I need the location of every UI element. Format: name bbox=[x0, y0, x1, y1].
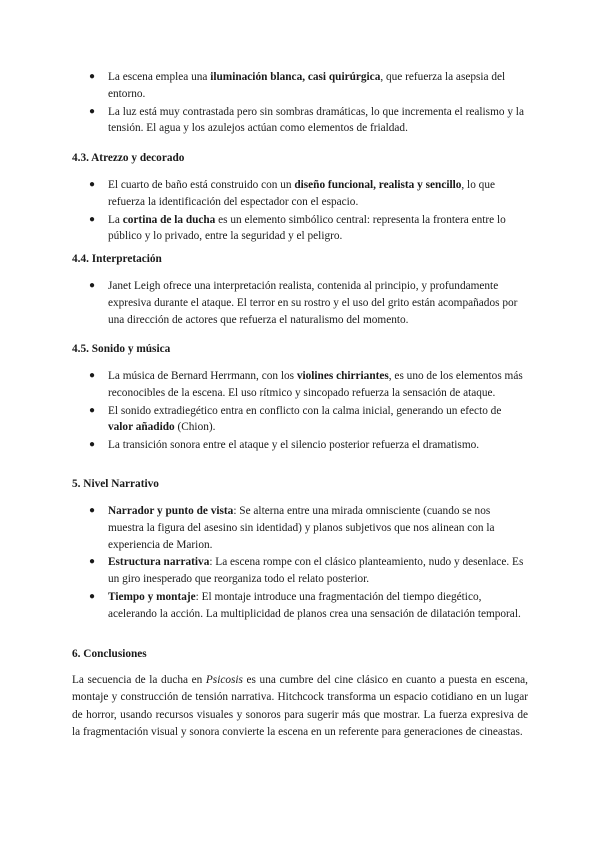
acting-list bbox=[88, 278, 528, 329]
bullet-icon: ● bbox=[89, 505, 96, 516]
section-heading-interpretacion: 4.4. Interpretación bbox=[72, 253, 162, 265]
bullet-icon: ● bbox=[89, 280, 96, 291]
list-item: ● La transición sonora entre el ataque y el silencio posterior refuerza el dramatismo. bbox=[88, 437, 528, 454]
narrative-list bbox=[88, 503, 528, 624]
list-item: ● La escena emplea una iluminación blanca, casi quirúrgica, que refuerza la asepsia del entorno. bbox=[89, 71, 506, 100]
list-item: ● La música de Bernard Herrmann, con los violines chirriantes, es uno de los elementos más reconocibles de la escena. El uso rítmico y sincopado refuerza la sensación de ataque. bbox=[89, 370, 523, 399]
section-heading-sonido: 4.5. Sonido y música bbox=[72, 343, 171, 355]
section-heading-conclusiones: 6. Conclusiones bbox=[72, 648, 147, 660]
list-item: ● La cortina de la ducha es un elemento simbólico central: representa la frontera entre lo público y lo privado, entre la seguridad y el peligro. bbox=[89, 213, 506, 243]
bullet-icon: ● bbox=[89, 71, 96, 82]
list-item: ● El sonido extradiegético entra en conflicto con la calma inicial, generando un efecto de valor añadido (Chion). bbox=[89, 404, 502, 434]
list-item: ● Janet Leigh ofrece una interpretación realista, contenida al principio, y profundamente expresiva durante el ataque. El terror en su rostro y el uso del grito están acompañados por una dirección de actores que refuerza el naturalismo del momento. bbox=[89, 280, 518, 326]
conclusion-paragraph: La secuencia de la ducha en Psicosis es una cumbre del cine clásico en cuanto a puesta en escena, montaje y construcción de tensión narrativa. Hitchcock transforma un espacio cotidiano en un lugar de horror, usando recursos visuales y sonoros para sugerir más que mostrar. La fuerza expresiva de la fragmentación visual y sonora convierte la escena en un referente para generaciones de cineastas. bbox=[72, 674, 528, 739]
bullet-icon: ● bbox=[89, 105, 96, 117]
bullet-icon: ● bbox=[89, 590, 96, 602]
bullet-icon: ● bbox=[89, 370, 96, 381]
section-heading-atrezzo: 4.3. Atrezzo y decorado bbox=[72, 152, 185, 164]
bullet-icon: ● bbox=[89, 556, 96, 568]
list-item: ● Estructura narrativa: La escena rompe con el clásico planteamiento, nudo y desenlace. Es un giro inesperado que reorganiza todo el relato posterior. bbox=[89, 556, 524, 586]
list-item: ● La luz está muy contrastada pero sin sombras dramáticas, lo que incrementa el realismo y la tensión. El agua y los azulejos actúan como elementos de frialdad. bbox=[89, 105, 524, 135]
bullet-icon: ● bbox=[89, 404, 96, 416]
list-item: ● El cuarto de baño está construido con un diseño funcional, realista y sencillo, lo que refuerza la identificación del espectador con el espacio. bbox=[89, 179, 495, 208]
bullet-icon: ● bbox=[89, 179, 96, 190]
list-item: ● Tiempo y montaje: El montaje introduce una fragmentación del tiempo diegético, acelerando la acción. La multiplicidad de planos crea una sensación de dilatación temporal. bbox=[89, 590, 521, 620]
decor-list bbox=[88, 177, 528, 246]
list-item: ● Narrador y punto de vista: Se alterna entre una mirada omnisciente (cuando se nos muestra la figura del asesino sin identidad) y planos subjetivos que nos alinean con la experiencia de Marion. bbox=[89, 505, 495, 551]
bullet-icon: ● bbox=[89, 439, 96, 451]
sound-list bbox=[88, 368, 528, 455]
lighting-list bbox=[88, 69, 528, 138]
section-heading-narrativo: 5. Nivel Narrativo bbox=[72, 478, 159, 490]
bullet-icon: ● bbox=[89, 213, 96, 225]
